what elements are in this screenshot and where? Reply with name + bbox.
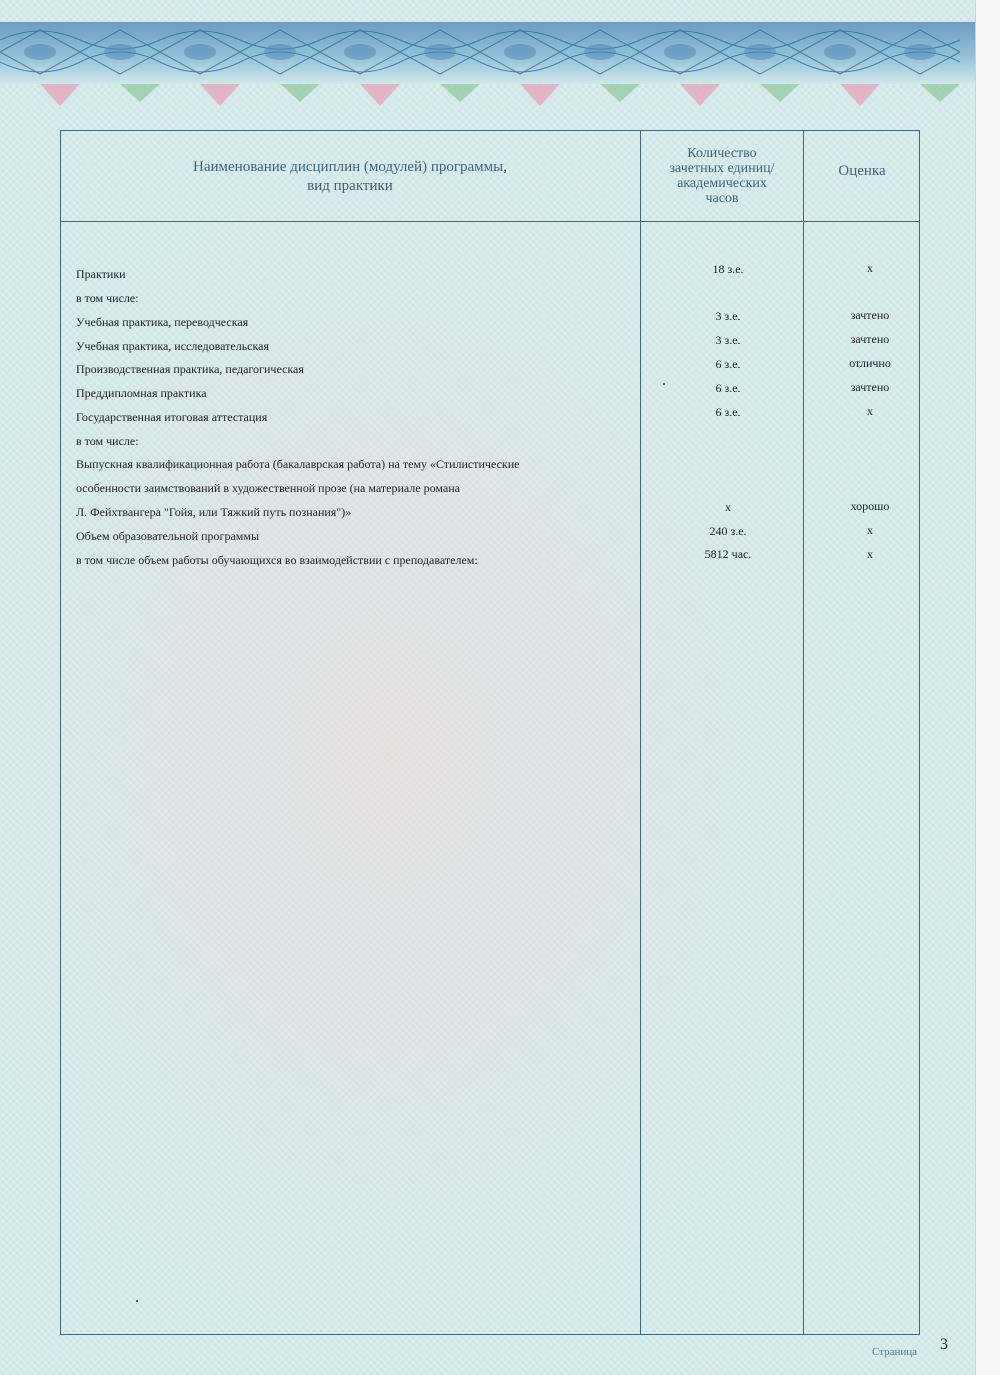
scan-speck xyxy=(663,383,665,385)
row-name: особенности заимствований в художественной прозе (на материале романа xyxy=(76,481,460,495)
header-credit-units xyxy=(641,146,803,206)
row-name: в том числе объем работы обучающихся во взаимодействии с преподавателем: xyxy=(76,553,478,567)
row-name: в том числе: xyxy=(76,434,139,448)
header-credit-line: зачетных единиц/ xyxy=(669,161,775,176)
row-name: Объем образовательной программы xyxy=(76,529,260,543)
page-edge xyxy=(975,0,1000,1375)
row-credits: 3 з.е. xyxy=(715,333,741,347)
row-grade: зачтено xyxy=(850,332,890,346)
header-discipline-line: вид практики xyxy=(307,178,393,194)
row-grade: хорошо xyxy=(850,499,890,513)
page-number: 3 xyxy=(940,1336,948,1353)
row-grade: х xyxy=(867,404,873,418)
row-grade: х xyxy=(867,261,873,275)
row-name: Практики xyxy=(76,267,126,281)
row-name: Преддипломная практика xyxy=(76,386,207,400)
guilloche-ornament-band xyxy=(0,22,975,106)
row-credits: 5812 час. xyxy=(704,547,752,561)
row-name: Л. Фейхтвангера "Гойя, или Тяжкий путь познания")» xyxy=(76,505,352,519)
row-credits: 3 з.е. xyxy=(715,309,741,323)
row-grade: х xyxy=(867,523,873,537)
row-grade: отлично xyxy=(849,356,891,370)
header-discipline-name xyxy=(60,158,640,196)
row-credits: х xyxy=(725,500,731,514)
header-credit-line: Количество xyxy=(687,146,757,161)
row-credits: 240 з.е. xyxy=(709,524,747,538)
header-grade: Оценка xyxy=(838,163,886,179)
page-label: Страница xyxy=(872,1346,918,1358)
row-credits: 6 з.е. xyxy=(715,405,741,419)
row-credits: 18 з.е. xyxy=(712,262,744,276)
row-name: Учебная практика, переводческая xyxy=(76,315,249,329)
row-credits: 6 з.е. xyxy=(715,357,741,371)
row-name: Производственная практика, педагогическая xyxy=(76,362,304,376)
row-name: Выпускная квалификационная работа (бакалаврская работа) на тему «Стилистические xyxy=(76,457,520,471)
row-name: Государственная итоговая аттестация xyxy=(76,410,268,424)
header-credit-line: академических xyxy=(677,176,767,191)
header-discipline-line: Наименование дисциплин (модулей) программы, xyxy=(193,159,507,175)
scan-speck xyxy=(136,1300,138,1302)
row-grade: зачтено xyxy=(850,380,890,394)
header-divider xyxy=(60,221,920,222)
header-credit-line: часов xyxy=(705,191,739,206)
row-name: Учебная практика, исследовательская xyxy=(76,339,270,353)
row-grade: х xyxy=(867,547,873,561)
row-name: в том числе: xyxy=(76,291,139,305)
row-grade: зачтено xyxy=(850,308,890,322)
row-credits: 6 з.е. xyxy=(715,381,741,395)
